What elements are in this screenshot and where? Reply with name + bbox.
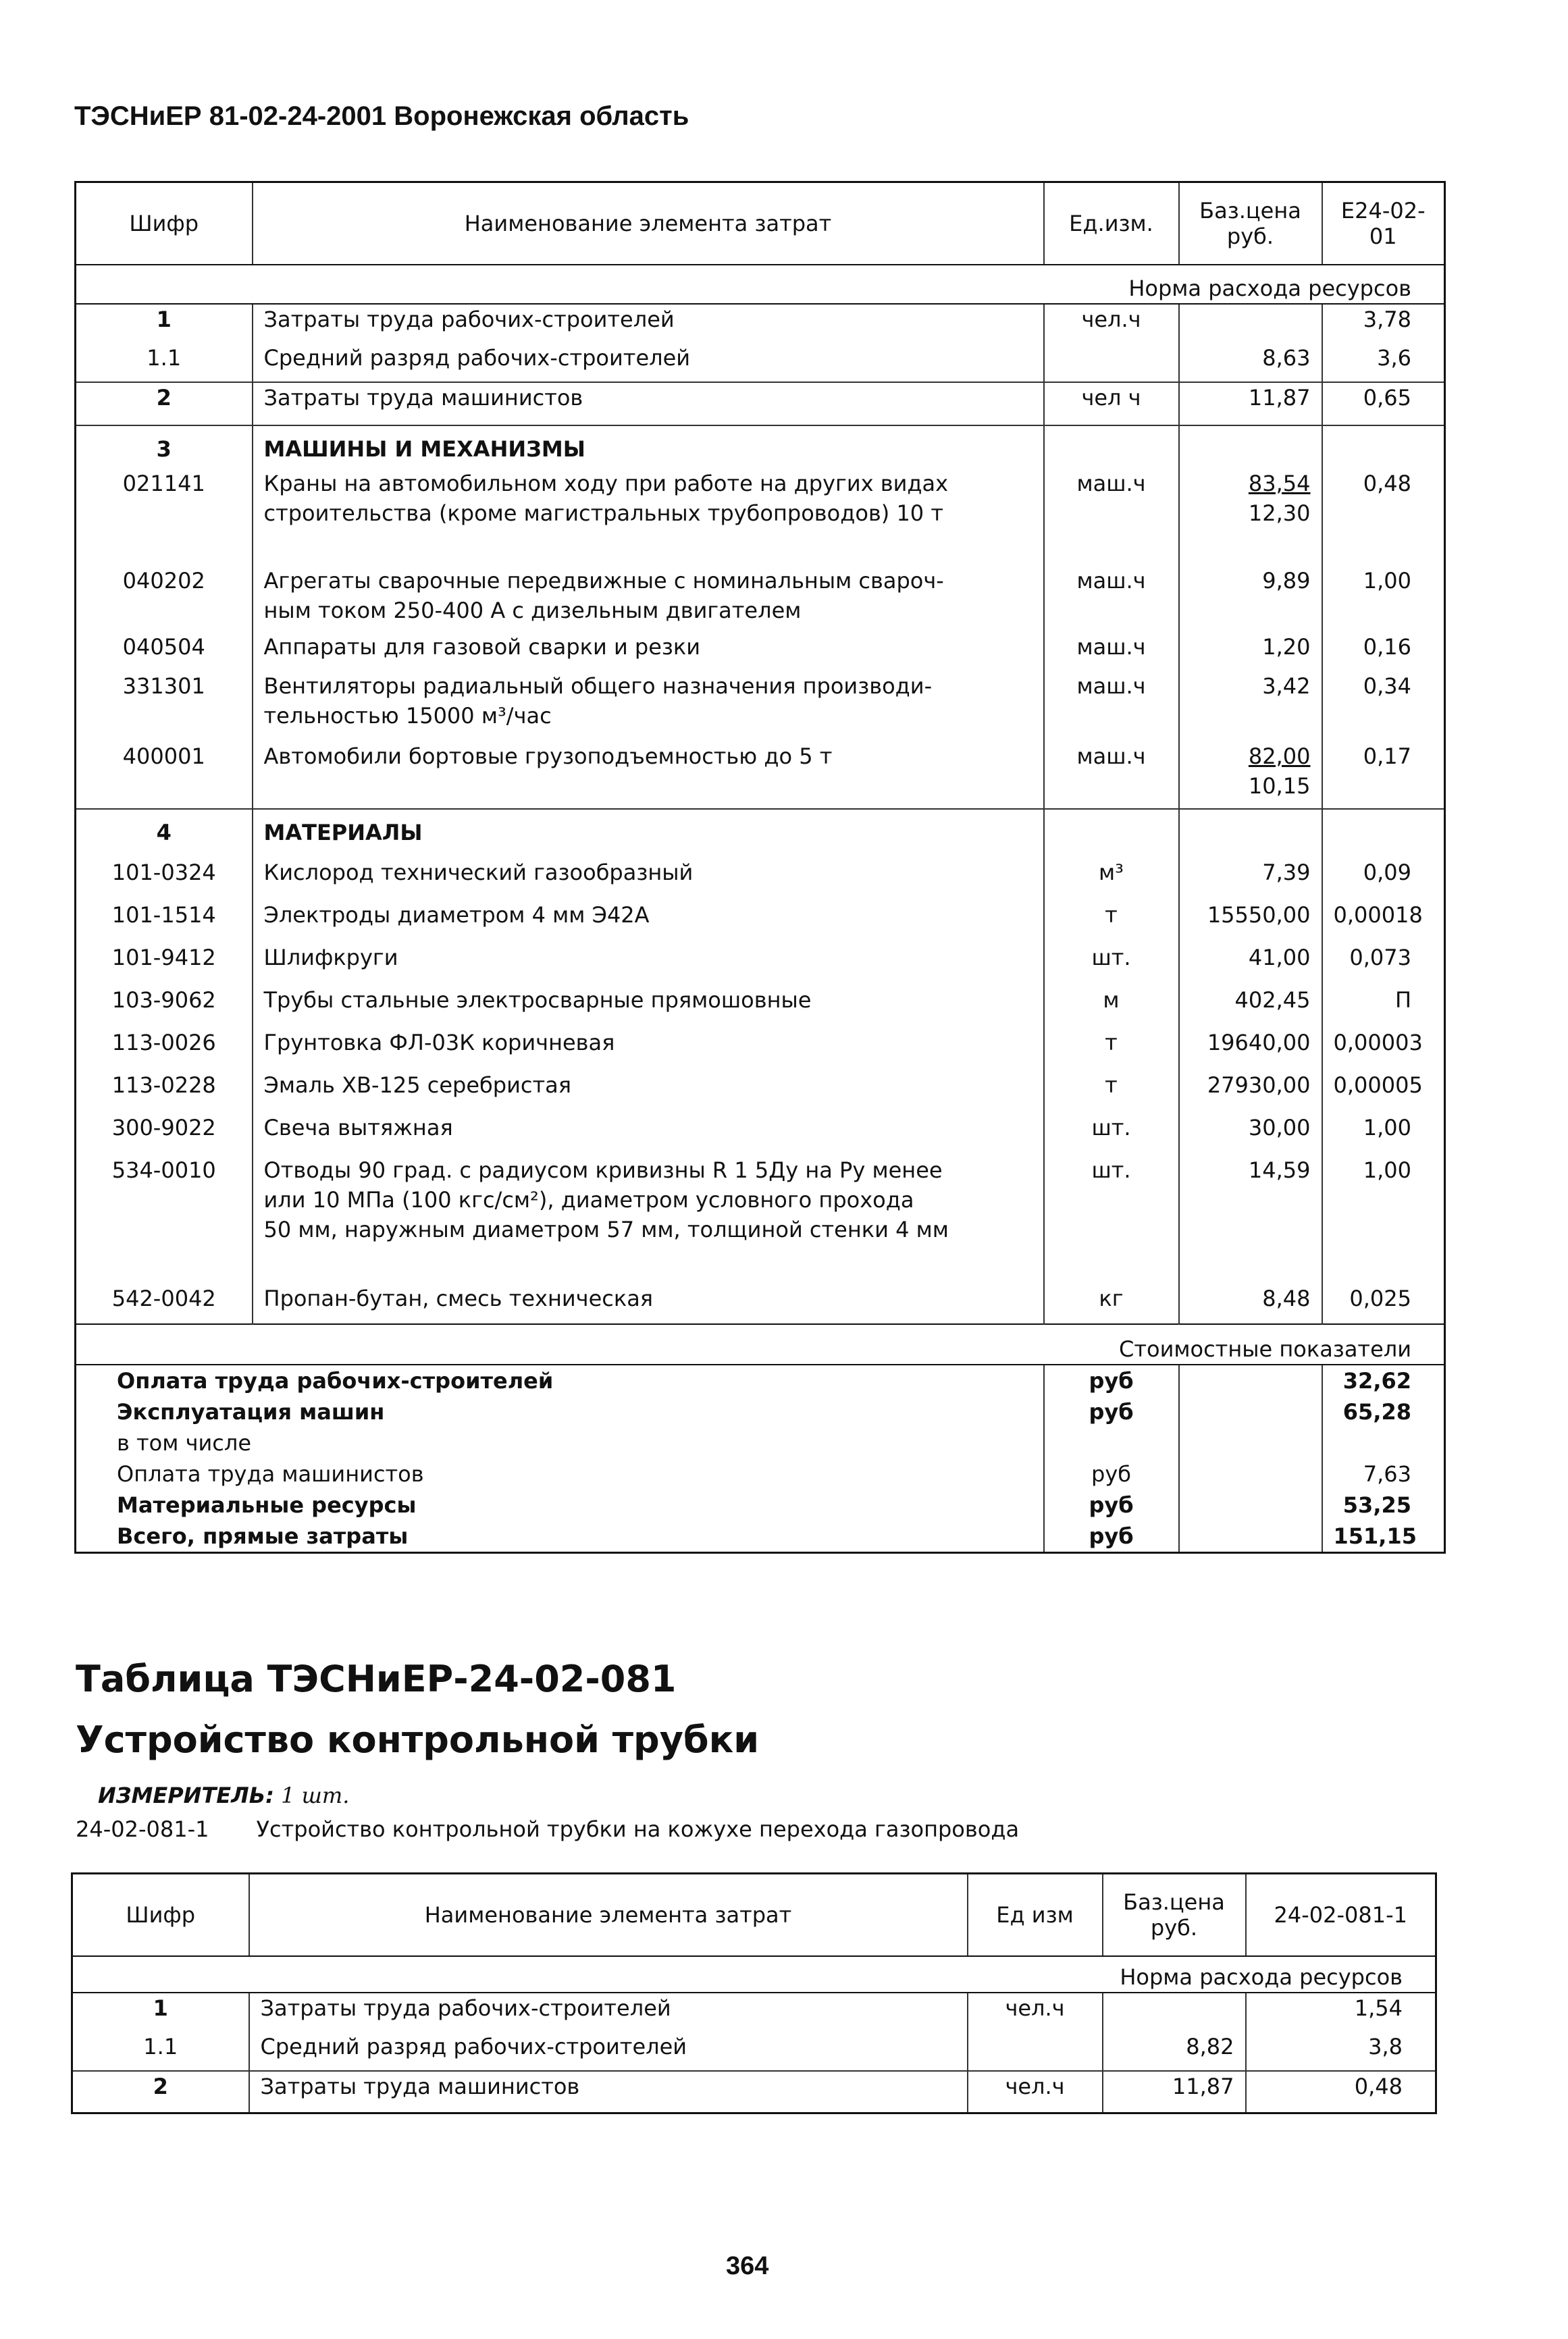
table-row: 534-0010 Отводы 90 град. с радиусом кривизны R 1 5Ду на Ру менее или 10 МПа (100 кгс/см²), диаметром условного прохода 50 мм, наружным диаметром 57 мм, толщиной стенки 4 мм шт. 14,59 1,00 bbox=[76, 1155, 1445, 1284]
table-row: 101-1514 Электроды диаметром 4 мм Э42А т 15550,00 0,00018 bbox=[76, 900, 1445, 943]
summary-row: Всего, прямые затраты руб 151,15 bbox=[76, 1521, 1445, 1553]
table-row: 1 Затраты труда рабочих-строителей чел.ч 1,54 bbox=[72, 1993, 1436, 2032]
section-row: 4 МАТЕРИАЛЫ bbox=[76, 809, 1445, 858]
table-row: 040504 Аппараты для газовой сварки и резки маш.ч 1,20 0,16 bbox=[76, 632, 1445, 671]
table-row: 103-9062 Трубы стальные электросварные прямошовные м 402,45 П bbox=[76, 985, 1445, 1028]
column-header-unit: Ед изм bbox=[968, 1874, 1103, 1957]
table-row: 101-0324 Кислород технический газообразный м³ 7,39 0,09 bbox=[76, 858, 1445, 900]
table-header-row bbox=[72, 1874, 1436, 1957]
summary-row: в том числе bbox=[76, 1427, 1445, 1458]
table-row: 2 Затраты труда машинистов чел.ч 11,87 0,48 bbox=[72, 2071, 1436, 2113]
column-header-name: Наименование элемента затрат bbox=[253, 182, 1044, 265]
table-row: 1.1 Средний разряд рабочих-строителей 8,63 3,6 bbox=[76, 343, 1445, 382]
summary-row: Материальные ресурсы руб 53,25 bbox=[76, 1490, 1445, 1521]
cost-label: Стоимостные показатели bbox=[76, 1324, 1445, 1365]
table-row: 040202 Агрегаты сварочные передвижные с номинальным свароч- ным током 250-400 А с дизельным двигателем маш.ч 9,89 1,00 bbox=[76, 566, 1445, 632]
measure-value: 1 шт. bbox=[281, 1783, 350, 1808]
measure-label: ИЗМЕРИТЕЛЬ: bbox=[98, 1783, 274, 1808]
table-row: 1.1 Средний разряд рабочих-строителей 8,82 3,8 bbox=[72, 2032, 1436, 2071]
table-row: 300-9022 Свеча вытяжная шт. 30,00 1,00 bbox=[76, 1113, 1445, 1155]
table-title: Таблица ТЭСНиЕР-24-02-081 bbox=[76, 1658, 677, 1700]
summary-row: Оплата труда машинистов руб 7,63 bbox=[76, 1458, 1445, 1490]
column-header-code: Шифр bbox=[76, 182, 253, 265]
norm-code: 24-02-081-1 bbox=[76, 1816, 209, 1842]
norm-label-row bbox=[76, 265, 1445, 304]
table-row: 400001 Автомобили бортовые грузоподъемностью до 5 т маш.ч 82,00 10,15 0,17 bbox=[76, 741, 1445, 809]
column-header-name: Наименование элемента затрат bbox=[249, 1874, 968, 1957]
resource-table bbox=[74, 181, 1446, 1554]
table-row: 021141 Краны на автомобильном ходу при работе на других видах строительства (кроме магистральных трубопроводов) 10 т маш.ч 83,54 12,30 0,48 bbox=[76, 469, 1445, 566]
column-header-unit: Ед.изм. bbox=[1044, 182, 1179, 265]
table-row: 331301 Вентиляторы радиальный общего назначения производи- тельностью 15000 м³/час маш.ч 3,42 0,34 bbox=[76, 671, 1445, 741]
table-row: 2 Затраты труда машинистов чел ч 11,87 0,65 bbox=[76, 382, 1445, 425]
table-row: 542-0042 Пропан-бутан, смесь техническая кг 8,48 0,025 bbox=[76, 1284, 1445, 1324]
table-subtitle: Устройство контрольной трубки bbox=[76, 1718, 760, 1761]
column-header-norm: 24-02-081-1 bbox=[1246, 1874, 1436, 1957]
norm-description: Устройство контрольной трубки на кожухе перехода газопровода bbox=[256, 1816, 1020, 1842]
column-header-price: Баз.цена руб. bbox=[1103, 1874, 1246, 1957]
measure-line bbox=[98, 1783, 349, 1808]
section-row: 3 МАШИНЫ И МЕХАНИЗМЫ bbox=[76, 425, 1445, 469]
norm-label: Норма расхода ресурсов bbox=[72, 1956, 1436, 1993]
table-row: 101-9412 Шлифкруги шт. 41,00 0,073 bbox=[76, 943, 1445, 985]
table-row: 113-0026 Грунтовка ФЛ-03К коричневая т 19640,00 0,00003 bbox=[76, 1028, 1445, 1070]
cost-label-row bbox=[76, 1324, 1445, 1365]
resource-table-2 bbox=[71, 1872, 1437, 2114]
column-header-price: Баз.цена руб. bbox=[1179, 182, 1322, 265]
table-header-row bbox=[76, 182, 1445, 265]
summary-row: Эксплуатация машин руб 65,28 bbox=[76, 1396, 1445, 1427]
page-number: 364 bbox=[726, 2252, 769, 2280]
table-row: 113-0228 Эмаль ХВ-125 серебристая т 27930,00 0,00005 bbox=[76, 1070, 1445, 1113]
table-row: 1 Затраты труда рабочих-строителей чел.ч 3,78 bbox=[76, 304, 1445, 343]
page-header: ТЭСНиЕР 81-02-24-2001 Воронежская область bbox=[74, 101, 689, 131]
column-header-norm: Е24-02-01 bbox=[1322, 182, 1445, 265]
norm-code-line bbox=[76, 1816, 1019, 1842]
norm-label: Норма расхода ресурсов bbox=[76, 265, 1445, 304]
norm-label-row bbox=[72, 1956, 1436, 1993]
summary-row: Оплата труда рабочих-строителей руб 32,62 bbox=[76, 1365, 1445, 1396]
column-header-code: Шифр bbox=[72, 1874, 249, 1957]
